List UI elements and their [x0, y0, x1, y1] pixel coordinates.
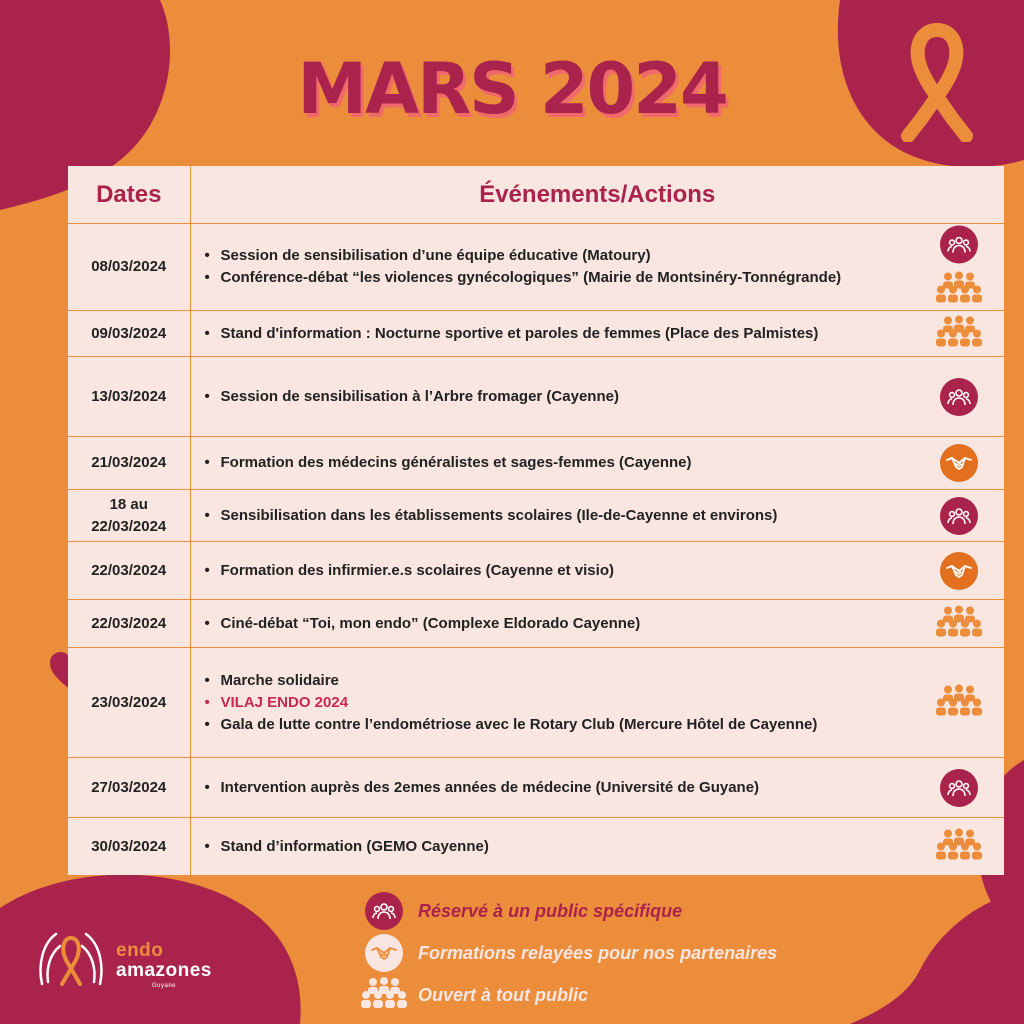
group-icon [940, 378, 978, 416]
table-row [68, 311, 1004, 357]
table-header-row [68, 166, 1004, 224]
event-cell [190, 490, 1004, 542]
event-cell [190, 542, 1004, 600]
event-item: • Session de sensibilisation d’une équipe éducative (Matoury) [205, 245, 915, 267]
crowd-icon [934, 684, 984, 721]
event-date: 22/03/2024 [68, 600, 190, 648]
legend-label: Ouvert à tout public [418, 984, 589, 1005]
table-row [68, 648, 1004, 758]
table-row [68, 437, 1004, 490]
event-date: 13/03/2024 [68, 357, 190, 437]
group-icon [365, 892, 403, 930]
logo-text-line3: Guyane [152, 983, 177, 989]
event-item: • Formation des médecins généralistes et sages-femmes (Cayenne) [205, 452, 915, 474]
event-item: • Stand d'information : Nocturne sportive et paroles de femmes (Place des Palmistes) [205, 323, 915, 345]
event-date: 27/03/2024 [68, 758, 190, 818]
legend-label: Formations relayées pour nos partenaires [418, 942, 778, 963]
event-date: 09/03/2024 [68, 311, 190, 357]
event-date-line1: 18 au [109, 495, 148, 513]
logo-text-line1: endo [116, 940, 164, 961]
table-row [68, 758, 1004, 818]
table-row [68, 542, 1004, 600]
event-item-highlight: • VILAJ ENDO 2024 [205, 692, 915, 714]
event-item: • Intervention auprès des 2emes années de médecine (Université de Guyane) [205, 777, 915, 799]
event-cell [190, 224, 1004, 311]
endo-amazones-logo [36, 926, 216, 996]
event-cell [190, 311, 1004, 357]
table-row [68, 357, 1004, 437]
event-cell [190, 437, 1004, 490]
legend-label: Réservé à un public spécifique [418, 900, 683, 921]
handshake-icon [365, 934, 403, 972]
events-table [68, 166, 1004, 875]
legend-item-open-public [360, 974, 920, 1016]
table-row [68, 600, 1004, 648]
handshake-icon [940, 444, 978, 482]
event-item: • Sensibilisation dans les établissements scolaires (Ile-de-Cayenne et environs) [205, 505, 915, 527]
legend [360, 890, 920, 1016]
handshake-icon [940, 552, 978, 590]
table-row [68, 490, 1004, 542]
event-item: • Ciné-débat “Toi, mon endo” (Complexe Eldorado Cayenne) [205, 613, 915, 635]
dates-header: Dates [68, 166, 190, 224]
table-row [68, 818, 1004, 876]
group-icon [940, 226, 978, 264]
crowd-icon [934, 315, 984, 352]
event-item: • Formation des infirmier.e.s scolaires (Cayenne et visio) [205, 560, 915, 582]
crowd-icon [934, 605, 984, 642]
event-date: 08/03/2024 [68, 224, 190, 311]
legend-item-partner-trainings [360, 932, 920, 974]
crowd-icon [934, 272, 984, 309]
event-cell [190, 818, 1004, 876]
event-item: • Marche solidaire [205, 670, 915, 692]
page-title: MARS 2024 [297, 48, 727, 130]
logo-text-line2: amazones [116, 960, 212, 981]
group-icon [940, 769, 978, 807]
event-date: 21/03/2024 [68, 437, 190, 490]
event-item: • Conférence-débat “les violences gynécologiques” (Mairie de Montsinéry-Tonnégrande) [205, 267, 915, 289]
event-cell [190, 600, 1004, 648]
event-cell [190, 357, 1004, 437]
event-date: 22/03/2024 [68, 542, 190, 600]
logo-mark-icon [36, 926, 106, 990]
event-cell [190, 648, 1004, 758]
event-item: • Gala de lutte contre l’endométriose avec le Rotary Club (Mercure Hôtel de Cayenne) [205, 714, 915, 736]
crowd-icon [359, 977, 409, 1014]
event-date: 23/03/2024 [68, 648, 190, 758]
event-date-line2: 22/03/2024 [91, 517, 167, 535]
event-date [68, 490, 190, 542]
group-icon [940, 497, 978, 535]
crowd-icon [934, 828, 984, 865]
events-header: Événements/Actions [190, 166, 1004, 224]
event-cell [190, 758, 1004, 818]
event-date: 30/03/2024 [68, 818, 190, 876]
table-row [68, 224, 1004, 311]
event-item: • Stand d’information (GEMO Cayenne) [205, 836, 915, 858]
legend-item-specific-public [360, 890, 920, 932]
event-item: • Session de sensibilisation à l’Arbre fromager (Cayenne) [205, 386, 915, 408]
